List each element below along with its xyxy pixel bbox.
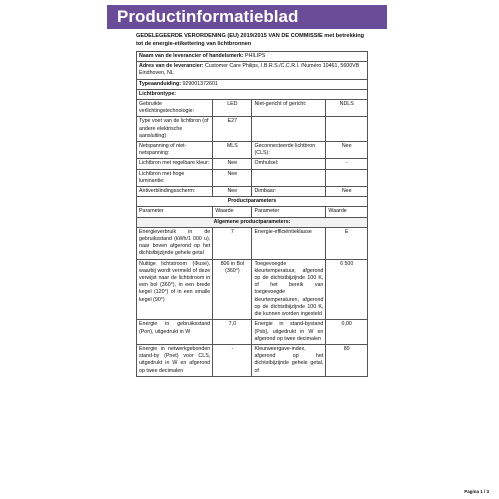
type-row [137, 159, 368, 169]
type-row [137, 142, 368, 159]
column-header-param: Parameter [137, 207, 213, 217]
type-right-label: Niet-gericht of gericht: [252, 100, 326, 117]
param-left-value: 7 [213, 227, 252, 259]
product-parameters-row [137, 197, 368, 207]
supplier-name-label: Naam van de leverancier of handelsmerk: [139, 53, 244, 59]
type-left-value: LED [213, 100, 252, 117]
type-right-label: Dimbaar: [252, 187, 326, 197]
param-right-value: 80 [326, 344, 368, 376]
general-parameters-row [137, 217, 368, 227]
type-left-label: Antiverblindingsscherm: [137, 187, 213, 197]
light-source-type-row [137, 89, 368, 99]
type-left-label: Lichtbron met hoge luminantie: [137, 169, 213, 186]
param-right-label: Energie-efficiëntieklasse [252, 227, 326, 259]
type-right-label [252, 169, 326, 186]
column-header-row [137, 207, 368, 217]
type-right-value: - [326, 159, 368, 169]
param-right-label: Toegevoegde kleurtemperatuur, afgerond op de dichtstbijzijnde 100 K, of het bereik van toegevoegde kleurtemperaturen, afgerond op de dichtstbijzijnde 100 K, die kunnen worden ingesteld [252, 259, 326, 320]
supplier-address-label: Adres van de leverancier: [139, 63, 204, 70]
param-left-value: - [213, 344, 252, 376]
model-row [137, 79, 368, 89]
type-right-value [326, 169, 368, 186]
light-source-type-heading: Lichtbrontype: [137, 89, 368, 99]
document-title: Productinformatieblad [107, 5, 387, 29]
type-left-value: Nee [213, 187, 252, 197]
type-left-value: Nee [213, 159, 252, 169]
type-left-label: Lichtbron met regelbare kleur: [137, 159, 213, 169]
column-header-value2: Waarde [326, 207, 368, 217]
param-left-label: Energieverbruik in de gebruiksstand (kWh/1 000 u), naar boven afgerond op het dichtstbijzijnde gehele getal [137, 227, 213, 259]
param-right-value: 0,00 [326, 320, 368, 345]
supplier-address-value: Customer Care Philips, I.B.R.S./C.C.R.I. /Numéro 10461, 5600VB Eindhoven, NL [139, 63, 360, 77]
type-right-value: Nee [326, 187, 368, 197]
param-row [137, 227, 368, 259]
model-label: Typeaanduiding: [139, 80, 181, 87]
product-info-table [136, 51, 368, 377]
type-left-value: Nee [213, 169, 252, 186]
type-left-value: MLS [213, 142, 252, 159]
param-right-label: Kleurweergave-index, afgerond op het dichtstbijzijnde gehele getal, of [252, 344, 326, 376]
supplier-name-value: PHILIPS [245, 53, 266, 59]
param-left-label: Energie in netwerkgebonden stand-by (Pnet) voor CLS, uitgedrukt in W en afgerond op twee decimalen [137, 344, 213, 376]
type-left-label: Type voet van de lichtbron (of andere elektrische aansluiting) [137, 117, 213, 142]
type-row [137, 117, 368, 142]
type-right-label [252, 117, 326, 142]
param-row [137, 320, 368, 345]
param-right-value: E [326, 227, 368, 259]
type-right-value [326, 117, 368, 142]
type-right-value: NDLS [326, 100, 368, 117]
page-number: Pagina 1 / 3 [464, 489, 489, 494]
column-header-param2: Parameter [252, 207, 326, 217]
param-left-value: 806 in Bol (360°) [213, 259, 252, 320]
param-right-label: Energie in stand-bystand (Psb), uitgedrukt in W en afgerond op twee decimalen [252, 320, 326, 345]
type-left-label: Gebruikte verlichtingstechnologie: [137, 100, 213, 117]
regulation-text: GEDELEGEERDE VERORDENING (EU) 2019/2015 VAN DE COMMISSIE met betrekking tot de energie-etikettering van lichtbronnen [136, 33, 365, 47]
param-left-label: Energie in gebruiksstand (Pon), uitgedrukt in W [137, 320, 213, 345]
type-left-label: Netspanning of niet-netspanning: [137, 142, 213, 159]
model-value: 929001372601 [182, 80, 218, 87]
param-left-value: 7,0 [213, 320, 252, 345]
product-parameters-heading: Productparameters [137, 197, 368, 207]
column-header-value: Waarde [213, 207, 252, 217]
type-row [137, 100, 368, 117]
type-row [137, 169, 368, 186]
type-right-label: Omhulsel: [252, 159, 326, 169]
general-parameters-heading: Algemene productparameters: [137, 217, 368, 227]
param-right-value: 6 500 [326, 259, 368, 320]
supplier-name-row [137, 52, 368, 62]
param-row [137, 259, 368, 320]
param-row [137, 344, 368, 376]
supplier-address-row [137, 62, 368, 79]
type-right-label: Geconnecteerde lichtbron (CLS): [252, 142, 326, 159]
type-row [137, 187, 368, 197]
param-left-label: Nuttige lichtstroom (Φuse), waarbij wordt vermeld of deze verwijst naar de lichtstroom in een bol (360°), in een brede kegel (120°) of in een smalle kegel (90°) [137, 259, 213, 320]
type-left-value: E27 [213, 117, 252, 142]
type-right-value: Nee [326, 142, 368, 159]
